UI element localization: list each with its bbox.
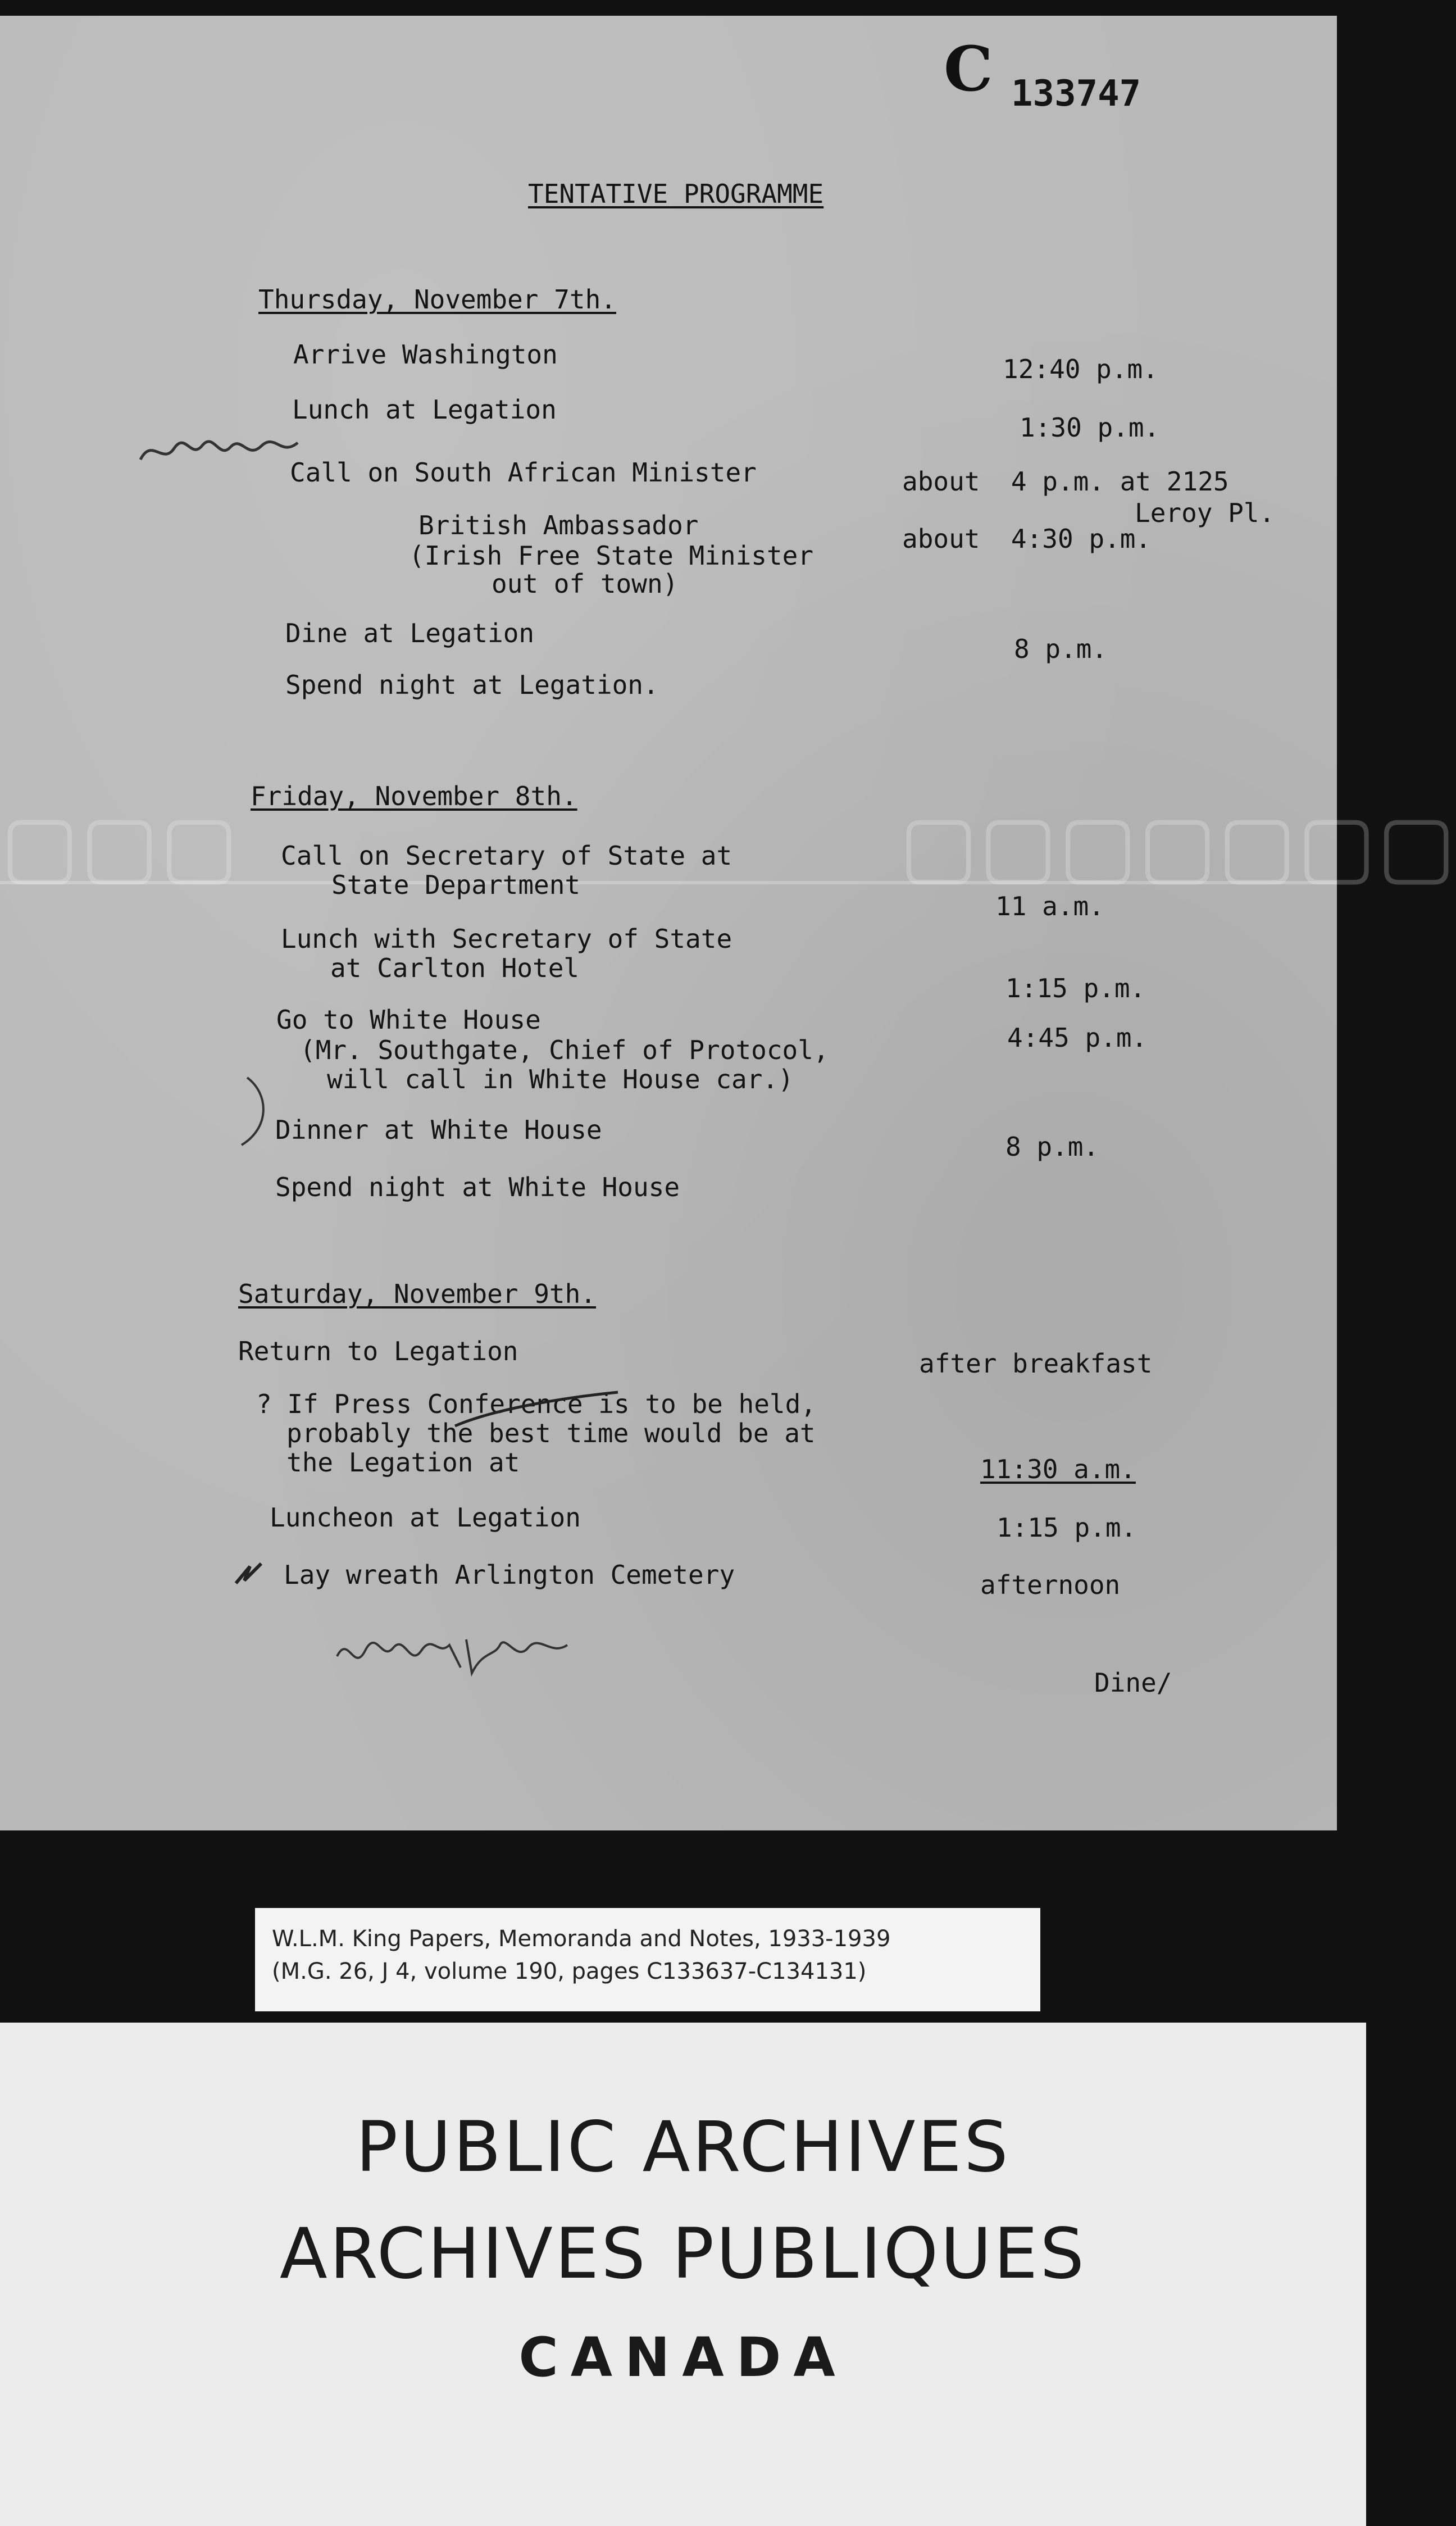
activity: Lunch with Secretary of State <box>281 924 732 954</box>
activity: Spend night at Legation. <box>285 670 659 700</box>
archives-title-french: ARCHIVES PUBLIQUES <box>279 2214 1087 2295</box>
archives-card <box>0 2023 1366 2526</box>
activity-note: probably the best time would be at <box>286 1418 816 1448</box>
activity: Dinner at White House <box>275 1115 602 1145</box>
activity-note: (Irish Free State Minister <box>409 540 814 571</box>
page-mark: C <box>944 33 993 105</box>
activity: Lunch at Legation <box>292 394 557 425</box>
activity-time: 11:30 a.m. <box>980 1454 1136 1484</box>
activity-note: the Legation at <box>286 1447 520 1478</box>
activity-time: 1:15 p.m. <box>997 1512 1137 1543</box>
activity-note: (Mr. Southgate, Chief of Protocol, <box>300 1035 829 1065</box>
activity-time-continued: Leroy Pl. <box>1135 498 1275 528</box>
citation-line-2: (M.G. 26, J 4, volume 190, pages C133637-C134131) <box>272 1959 867 1984</box>
activity: Dine at Legation <box>285 618 535 648</box>
activity-time: about 4 p.m. at 2125 <box>902 466 1229 497</box>
activity-time: 12:40 p.m. <box>1003 354 1158 384</box>
citation-label <box>255 1908 1040 2011</box>
activity-time: about 4:30 p.m. <box>902 524 1152 554</box>
activity-time: after breakfast <box>919 1348 1153 1379</box>
activity: Lay wreath Arlington Cemetery <box>284 1560 735 1590</box>
handwritten-annotation-left <box>135 426 303 476</box>
handwritten-strike-mark <box>449 1387 629 1454</box>
day-heading-saturday: Saturday, November 9th. <box>238 1279 596 1309</box>
activity: Go to White House <box>276 1005 541 1035</box>
activity-time: 1:15 p.m. <box>1005 973 1146 1003</box>
activity-note: will call in White House car.) <box>327 1064 794 1094</box>
activity: Call on South African Minister <box>290 457 757 488</box>
archives-country: CANADA <box>518 2326 848 2389</box>
activity-note: at Carlton Hotel <box>330 953 580 983</box>
activity-note: out of town) <box>492 569 679 599</box>
activity-time: 4:45 p.m. <box>1007 1023 1148 1053</box>
handwritten-check-mark <box>230 1555 270 1594</box>
activity-time: afternoon <box>980 1570 1121 1600</box>
watermark-show-through-right: ▢▢▢▢▢▢▢ <box>899 797 1456 894</box>
activity-time: 8 p.m. <box>1014 634 1108 664</box>
activity: Arrive Washington <box>293 339 558 370</box>
activity: British Ambassador <box>418 510 699 540</box>
day-heading-friday: Friday, November 8th. <box>251 781 577 811</box>
day-heading-thursday: Thursday, November 7th. <box>258 284 616 315</box>
activity-time: 8 p.m. <box>1005 1132 1099 1162</box>
document-sheet <box>0 16 1456 1830</box>
activity: ? If Press Conference is to be held, <box>256 1389 816 1419</box>
archives-title-english: PUBLIC ARCHIVES <box>356 2107 1011 2188</box>
pencil-bracket <box>236 1072 281 1156</box>
handwritten-signature <box>331 1623 590 1690</box>
activity-time: 11 a.m. <box>995 891 1104 921</box>
citation-line-1: W.L.M. King Papers, Memoranda and Notes, 1933-1939 <box>272 1926 891 1952</box>
page-title: TENTATIVE PROGRAMME <box>528 179 824 209</box>
activity: Spend night at White House <box>275 1172 680 1202</box>
page-number: 133747 <box>1011 73 1141 115</box>
activity-note: State Department <box>331 870 581 900</box>
continuation-marker: Dine/ <box>1094 1668 1172 1698</box>
activity: Call on Secretary of State at <box>281 841 732 871</box>
activity: Return to Legation <box>238 1336 518 1366</box>
activity-time: 1:30 p.m. <box>1020 412 1160 443</box>
activity: Luncheon at Legation <box>270 1502 581 1533</box>
watermark-show-through-left: ▢▢▢ <box>0 797 239 894</box>
